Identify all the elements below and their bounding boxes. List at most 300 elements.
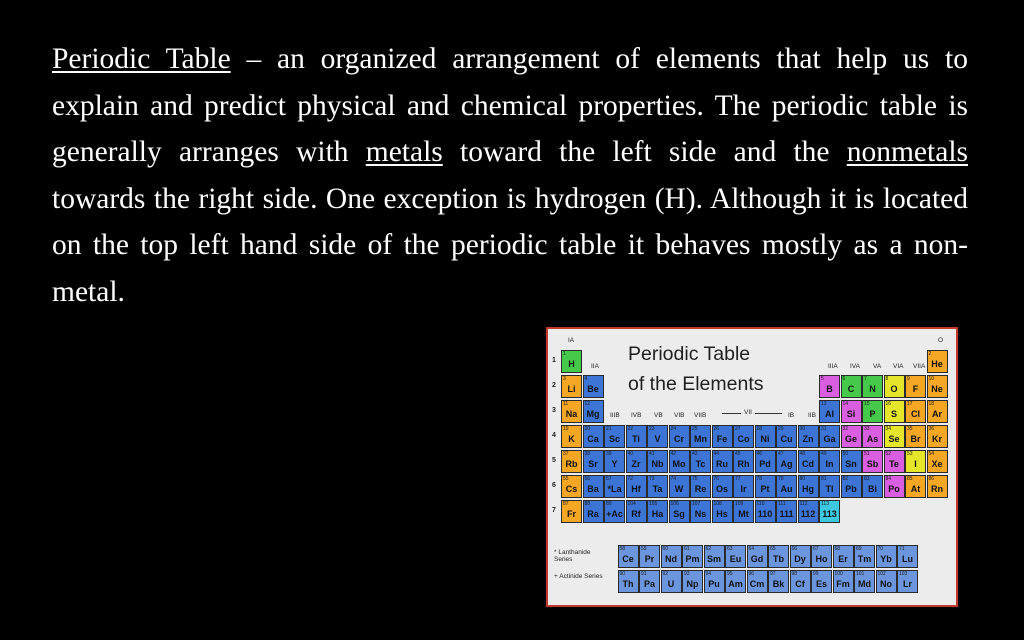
atomic-number: 26 xyxy=(713,426,720,432)
element-symbol: Bi xyxy=(868,484,877,494)
element-symbol: Fm xyxy=(836,579,850,589)
table-title-line-2: of the Elements xyxy=(628,373,764,395)
element-sm-cell xyxy=(704,545,725,568)
atomic-number: 4 xyxy=(584,376,588,382)
element-symbol: Yb xyxy=(880,554,892,564)
atomic-number: 58 xyxy=(619,546,626,552)
element-cu-cell xyxy=(776,425,797,448)
atomic-number: 12 xyxy=(584,401,591,407)
period-label-1: 1 xyxy=(552,357,556,364)
element-113-cell xyxy=(819,500,840,523)
element-112-cell xyxy=(798,500,819,523)
atomic-number: 105 xyxy=(649,501,658,507)
element-in-cell xyxy=(819,450,840,473)
period-label-4: 4 xyxy=(552,432,556,439)
element-mn-cell xyxy=(690,425,711,448)
period-label-3: 3 xyxy=(552,407,556,414)
element-lu-cell xyxy=(897,545,918,568)
atomic-number: 50 xyxy=(842,451,849,457)
element-111-cell xyxy=(776,500,797,523)
element-symbol: Nd xyxy=(665,554,677,564)
element-dy-cell xyxy=(790,545,811,568)
group-label-VIIA: VIIA xyxy=(913,363,926,370)
element-er-cell xyxy=(833,545,854,568)
element-symbol: I xyxy=(914,459,917,469)
atomic-number: 88 xyxy=(584,501,591,507)
atomic-number: 10 xyxy=(928,376,935,382)
atomic-number: 41 xyxy=(649,451,655,457)
element-symbol: Rf xyxy=(631,509,641,519)
element-symbol: Ar xyxy=(931,409,942,419)
element-tm-cell xyxy=(854,545,875,568)
element-c-cell xyxy=(841,375,862,398)
element-cf-cell xyxy=(790,570,811,593)
element-symbol: Tl xyxy=(825,484,834,494)
atomic-number: 95 xyxy=(727,571,733,577)
element-ac-cell xyxy=(604,500,625,523)
atomic-number: 56 xyxy=(584,476,591,482)
element-rf-cell xyxy=(626,500,647,523)
element-symbol: Ti xyxy=(632,434,640,444)
atomic-number: 99 xyxy=(813,571,819,577)
element-symbol: Am xyxy=(728,579,743,589)
element-sc-cell xyxy=(604,425,625,448)
periodic-table-term: Periodic Table xyxy=(52,43,231,75)
atomic-number: 32 xyxy=(842,426,849,432)
atomic-number: 42 xyxy=(670,451,677,457)
atomic-number: 72 xyxy=(627,476,634,482)
element-zr-cell xyxy=(626,450,647,473)
group-label-IIIB: IIIB xyxy=(610,412,620,419)
element-po-cell xyxy=(884,475,905,498)
element-symbol: Mn xyxy=(694,434,707,444)
element-symbol: Cr xyxy=(673,434,684,444)
element-xe-cell xyxy=(927,450,948,473)
atomic-number: 83 xyxy=(864,476,870,482)
element-symbol: Es xyxy=(815,579,827,589)
atomic-number: 44 xyxy=(713,451,720,457)
element-ni-cell xyxy=(755,425,776,448)
element-symbol: Ge xyxy=(844,434,857,444)
element-co-cell xyxy=(733,425,754,448)
element-h-cell xyxy=(561,350,582,373)
element-symbol: B xyxy=(826,384,833,394)
group-label-VA: VA xyxy=(873,363,882,370)
element-ha-cell xyxy=(647,500,668,523)
element-symbol: O xyxy=(890,384,898,394)
element-symbol: Hs xyxy=(716,509,728,519)
element-mo-cell xyxy=(669,450,690,473)
element-symbol: Zn xyxy=(802,434,814,444)
atomic-number: 78 xyxy=(756,476,763,482)
element-ar-cell xyxy=(927,400,948,423)
atomic-number: 54 xyxy=(928,451,935,457)
element-symbol: Th xyxy=(622,579,634,589)
element-np-cell xyxy=(682,570,703,593)
element-w-cell xyxy=(669,475,690,498)
atomic-number: 73 xyxy=(649,476,655,482)
atomic-number: 55 xyxy=(563,476,569,482)
element-symbol: Pm xyxy=(685,554,700,564)
element-symbol: Ca xyxy=(587,434,599,444)
element-symbol: Be xyxy=(587,384,599,394)
element-sn-cell xyxy=(841,450,862,473)
paragraph-text-3: towards the right side. One exception is hydrogen (H). Although it is located on the top left hand side of the periodic table it behaves mostly as a non-metal. xyxy=(52,182,968,308)
metals-term: metals xyxy=(365,136,443,168)
atomic-number: 20 xyxy=(584,426,591,432)
element-fr-cell xyxy=(561,500,582,523)
element-n-cell xyxy=(862,375,883,398)
atomic-number: 109 xyxy=(735,501,744,507)
element-as-cell xyxy=(862,425,883,448)
element-symbol: He xyxy=(931,359,943,369)
element-symbol: 112 xyxy=(800,509,816,519)
group-label-IIA: IIA xyxy=(591,363,599,370)
element-b-cell xyxy=(819,375,840,398)
atomic-number: 45 xyxy=(735,451,741,457)
element-symbol: Kr xyxy=(931,434,942,444)
element-symbol: Sg xyxy=(673,509,685,519)
element-cm-cell xyxy=(747,570,768,593)
atomic-number: 5 xyxy=(821,376,824,382)
group-label-VIA: VIA xyxy=(893,363,904,370)
element-symbol: H xyxy=(568,359,575,369)
element-symbol: Sr xyxy=(588,459,598,469)
element-ba-cell xyxy=(583,475,604,498)
atomic-number: 19 xyxy=(563,426,569,432)
atomic-number: 92 xyxy=(662,571,669,577)
element-symbol: Eu xyxy=(729,554,742,564)
element-symbol: Pd xyxy=(759,459,771,469)
atomic-number: 3 xyxy=(563,376,566,382)
element-mg-cell xyxy=(583,400,604,423)
atomic-number: 48 xyxy=(799,451,806,457)
atomic-number: 67 xyxy=(813,546,819,552)
element-symbol: Lr xyxy=(903,579,912,589)
element-th-cell xyxy=(618,570,639,593)
element-sg-cell xyxy=(669,500,690,523)
element-nb-cell xyxy=(647,450,668,473)
element-symbol: Pa xyxy=(643,579,655,589)
element-es-cell xyxy=(811,570,832,593)
element-symbol: Fe xyxy=(716,434,728,444)
atomic-number: 101 xyxy=(856,571,865,577)
element-symbol: Rn xyxy=(931,484,943,494)
atomic-number: 23 xyxy=(649,426,655,432)
element-pu-cell xyxy=(704,570,725,593)
group-label-IIB: IIB xyxy=(808,412,816,419)
element-symbol: Ba xyxy=(587,484,599,494)
atomic-number: 98 xyxy=(791,571,798,577)
element-hf-cell xyxy=(626,475,647,498)
actinide-series-label: + Actinide Series xyxy=(554,573,603,580)
atomic-number: 106 xyxy=(670,501,679,507)
element-mt-cell xyxy=(733,500,754,523)
element-symbol: Po xyxy=(888,484,900,494)
atomic-number: 85 xyxy=(907,476,913,482)
element-ra-cell xyxy=(583,500,604,523)
element-symbol: N xyxy=(869,384,876,394)
element-ir-cell xyxy=(733,475,754,498)
atomic-number: 68 xyxy=(834,546,841,552)
atomic-number: 65 xyxy=(770,546,776,552)
element-tc-cell xyxy=(690,450,711,473)
atomic-number: 13 xyxy=(821,401,827,407)
element-symbol: Np xyxy=(686,579,699,589)
element-symbol: Sb xyxy=(866,459,879,469)
element-symbol: P xyxy=(869,409,876,419)
element-pa-cell xyxy=(639,570,660,593)
element-symbol: 111 xyxy=(779,509,794,519)
element-symbol: At xyxy=(910,484,921,494)
element-symbol: S xyxy=(890,409,897,419)
element-symbol: Au xyxy=(780,484,793,494)
atomic-number: 31 xyxy=(821,426,827,432)
element-pb-cell xyxy=(841,475,862,498)
element-ho-cell xyxy=(811,545,832,568)
element-pd-cell xyxy=(755,450,776,473)
element-symbol: Pu xyxy=(708,579,720,589)
atomic-number: 100 xyxy=(834,571,843,577)
element-cs-cell xyxy=(561,475,582,498)
period-label-2: 2 xyxy=(552,382,556,389)
element-sr-cell xyxy=(583,450,604,473)
atomic-number: 84 xyxy=(885,476,892,482)
element-kr-cell xyxy=(927,425,948,448)
atomic-number: 59 xyxy=(641,546,647,552)
atomic-number: 104 xyxy=(627,501,636,507)
element-la-cell xyxy=(604,475,625,498)
element-fm-cell xyxy=(833,570,854,593)
element-symbol: Na xyxy=(565,409,578,419)
element-ag-cell xyxy=(776,450,797,473)
atomic-number: 28 xyxy=(756,426,763,432)
atomic-number: 80 xyxy=(799,476,806,482)
element-symbol: Pt xyxy=(760,484,770,494)
atomic-number: 1 xyxy=(563,351,566,357)
group-label-IVB: IVB xyxy=(631,412,642,419)
group-label-O: O xyxy=(938,337,944,344)
element-y-cell xyxy=(604,450,625,473)
element-symbol: K xyxy=(568,434,575,444)
group-label-VB: VB xyxy=(654,412,663,419)
element-symbol: Ne xyxy=(931,384,943,394)
atomic-number: 111 xyxy=(778,501,786,507)
element-tb-cell xyxy=(768,545,789,568)
atomic-number: 64 xyxy=(748,546,755,552)
atomic-number: 53 xyxy=(907,451,913,457)
element-os-cell xyxy=(712,475,733,498)
element-symbol: Fr xyxy=(567,509,576,519)
element-symbol: Ta xyxy=(652,484,663,494)
group-label-VII: VII xyxy=(741,409,755,416)
element-cd-cell xyxy=(798,450,819,473)
definition-paragraph xyxy=(52,36,968,315)
atomic-number: 9 xyxy=(907,376,910,382)
nonmetals-term: nonmetals xyxy=(846,136,968,168)
element-gd-cell xyxy=(747,545,768,568)
periodic-table-image xyxy=(546,327,958,607)
atomic-number: 90 xyxy=(619,571,626,577)
element-cl-cell xyxy=(905,400,926,423)
element-symbol: Co xyxy=(737,434,750,444)
atomic-number: 71 xyxy=(899,546,905,552)
element-symbol: Os xyxy=(715,484,728,494)
atomic-number: 46 xyxy=(756,451,763,457)
element-no-cell xyxy=(876,570,897,593)
lanthanide-series-label: * Lanthanide Series xyxy=(554,549,591,563)
element-symbol: Tc xyxy=(695,459,706,469)
element-symbol: Al xyxy=(825,409,834,419)
element-ta-cell xyxy=(647,475,668,498)
element-pm-cell xyxy=(682,545,703,568)
element-symbol: No xyxy=(880,579,892,589)
element-symbol: Se xyxy=(888,434,900,444)
element-symbol: V xyxy=(654,434,661,444)
atomic-number: 87 xyxy=(563,501,569,507)
element-lr-cell xyxy=(897,570,918,593)
element-symbol: As xyxy=(866,434,879,444)
atomic-number: 35 xyxy=(907,426,913,432)
element-sb-cell xyxy=(862,450,883,473)
element-yb-cell xyxy=(876,545,897,568)
element-symbol: Li xyxy=(567,384,576,394)
atomic-number: 63 xyxy=(727,546,733,552)
atomic-number: 36 xyxy=(928,426,935,432)
element-tl-cell xyxy=(819,475,840,498)
atomic-number: 51 xyxy=(864,451,870,457)
element-symbol: Cl xyxy=(911,409,920,419)
element-ne-cell xyxy=(927,375,948,398)
element-te-cell xyxy=(884,450,905,473)
element-symbol: Ru xyxy=(716,459,728,469)
element-symbol: Bk xyxy=(772,579,785,589)
element-symbol: W xyxy=(674,484,684,494)
atomic-number: 79 xyxy=(778,476,784,482)
element-symbol: Tm xyxy=(857,554,872,564)
element-ce-cell xyxy=(618,545,639,568)
atomic-number: 7 xyxy=(864,376,867,382)
element-symbol: Ag xyxy=(780,459,793,469)
element-symbol: Ha xyxy=(651,509,664,519)
element-symbol: Sn xyxy=(845,459,857,469)
element-symbol: Mg xyxy=(586,409,600,419)
element-symbol: 110 xyxy=(757,509,773,519)
atomic-number: 81 xyxy=(821,476,827,482)
element-symbol: C xyxy=(847,384,855,394)
element-symbol: Dy xyxy=(794,554,806,564)
element-symbol: Lu xyxy=(902,554,913,564)
atomic-number: 112 xyxy=(799,501,808,507)
element-be-cell xyxy=(583,375,604,398)
element-v-cell xyxy=(647,425,668,448)
element-hg-cell xyxy=(798,475,819,498)
atomic-number: 14 xyxy=(842,401,849,407)
atomic-number: 70 xyxy=(877,546,884,552)
group-label-IIIA: IIIA xyxy=(828,363,838,370)
element-cr-cell xyxy=(669,425,690,448)
atomic-number: 86 xyxy=(928,476,935,482)
element-fe-cell xyxy=(712,425,733,448)
element-symbol: Re xyxy=(694,484,707,494)
element-symbol: Cm xyxy=(749,579,765,589)
element-symbol: In xyxy=(825,459,834,469)
atomic-number: 39 xyxy=(606,451,612,457)
atomic-number: 91 xyxy=(641,571,647,577)
table-title-line-1: Periodic Table xyxy=(628,343,751,365)
atomic-number: 62 xyxy=(705,546,712,552)
atomic-number: 43 xyxy=(692,451,698,457)
atomic-number: 15 xyxy=(864,401,870,407)
atomic-number: 18 xyxy=(928,401,935,407)
group-label-IVA: IVA xyxy=(850,363,860,370)
atomic-number: 25 xyxy=(692,426,698,432)
atomic-number: 75 xyxy=(692,476,698,482)
atomic-number: 24 xyxy=(670,426,677,432)
atomic-number: 30 xyxy=(799,426,806,432)
atomic-number: 37 xyxy=(563,451,569,457)
element-symbol: Pr xyxy=(644,554,655,564)
atomic-number: 66 xyxy=(791,546,798,552)
element-na-cell xyxy=(561,400,582,423)
atomic-number: 93 xyxy=(684,571,690,577)
atomic-number: 102 xyxy=(877,571,886,577)
element-symbol: Rh xyxy=(737,459,750,469)
element-f-cell xyxy=(905,375,926,398)
atomic-number: 21 xyxy=(606,426,612,432)
atomic-number: 69 xyxy=(856,546,862,552)
element-symbol: Rb xyxy=(565,459,578,469)
element-k-cell xyxy=(561,425,582,448)
element-rb-cell xyxy=(561,450,582,473)
element-au-cell xyxy=(776,475,797,498)
element-p-cell xyxy=(862,400,883,423)
atomic-number: 11 xyxy=(563,401,569,407)
element-symbol: Hg xyxy=(802,484,814,494)
element-symbol: Ra xyxy=(587,509,599,519)
atomic-number: 34 xyxy=(885,426,892,432)
element-s-cell xyxy=(884,400,905,423)
element-symbol: Cu xyxy=(780,434,793,444)
element-ga-cell xyxy=(819,425,840,448)
element-symbol: Ns xyxy=(694,509,707,519)
element-si-cell xyxy=(841,400,862,423)
atomic-number: 108 xyxy=(713,501,722,507)
atomic-number: 47 xyxy=(778,451,784,457)
element-symbol: Zr xyxy=(631,459,641,469)
element-symbol: Hf xyxy=(631,484,641,494)
atomic-number: 38 xyxy=(584,451,591,457)
element-he-cell xyxy=(927,350,948,373)
element-re-cell xyxy=(690,475,711,498)
element-symbol: Pb xyxy=(845,484,857,494)
atomic-number: 29 xyxy=(778,426,784,432)
atomic-number: 74 xyxy=(670,476,677,482)
element-symbol: Te xyxy=(889,459,899,469)
group-label-VIB: VIB xyxy=(674,412,685,419)
element-md-cell xyxy=(854,570,875,593)
element-symbol: F xyxy=(912,384,919,394)
atomic-number: 52 xyxy=(885,451,892,457)
atomic-number: 113 xyxy=(821,501,829,507)
atomic-number: 110 xyxy=(756,501,765,507)
element-symbol: Cd xyxy=(802,459,814,469)
atomic-number: 17 xyxy=(907,401,913,407)
element-ge-cell xyxy=(841,425,862,448)
atomic-number: 22 xyxy=(627,426,634,432)
atomic-number: 60 xyxy=(662,546,669,552)
element-i-cell xyxy=(905,450,926,473)
